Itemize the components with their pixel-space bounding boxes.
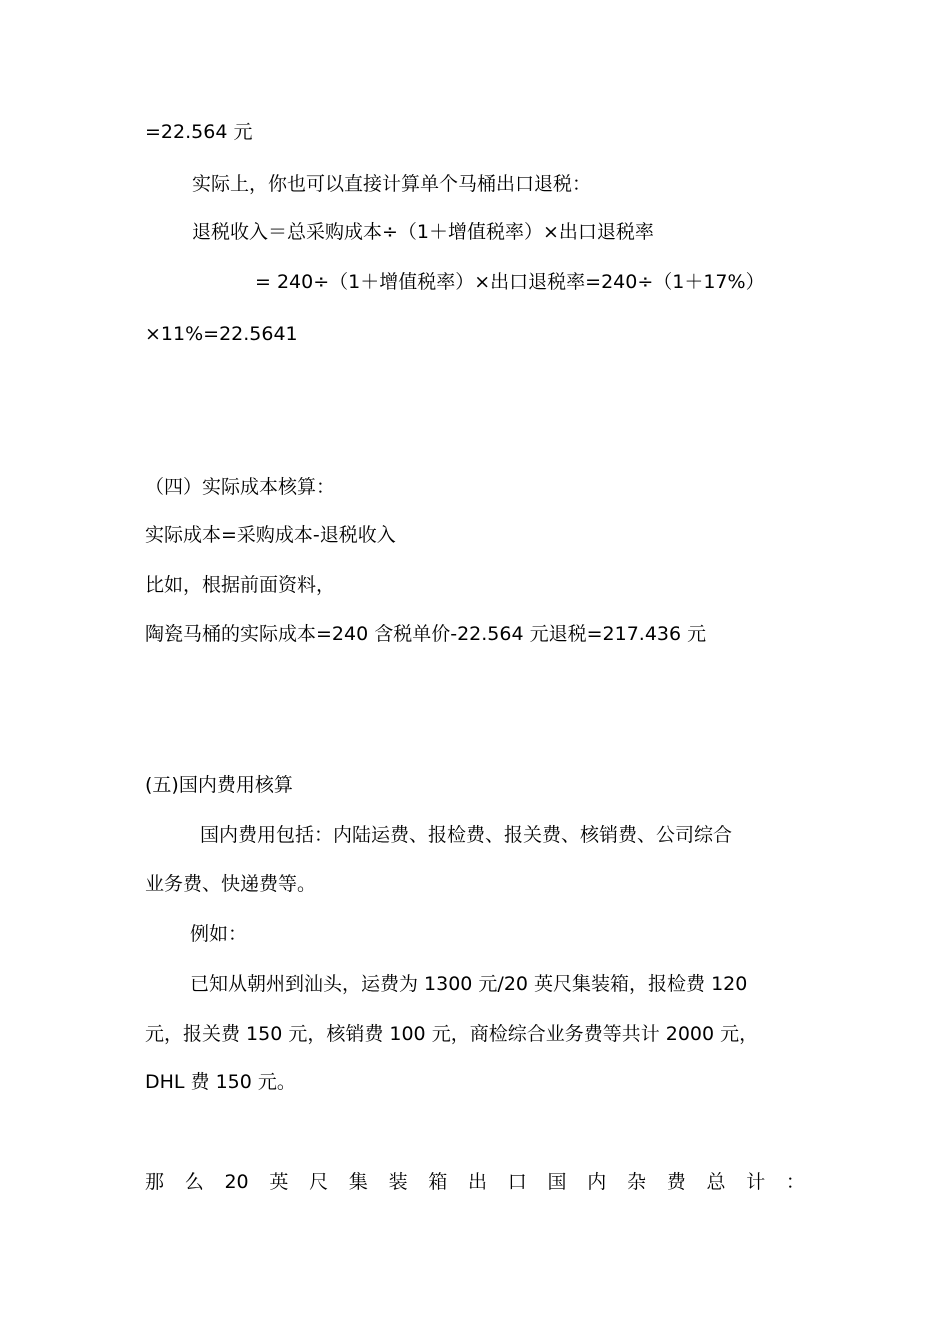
text-line: 业务费、快递费等。 — [145, 873, 317, 895]
text-char: 那 — [145, 1171, 165, 1193]
text-line: 实际成本=采购成本-退税收入 — [145, 524, 396, 546]
text-char: 20 — [224, 1171, 249, 1193]
text-char: 国 — [547, 1171, 567, 1193]
text-char: 口 — [507, 1171, 527, 1193]
text-line: 国内费用包括：内陆运费、报检费、报关费、核销费、公司综合 — [200, 824, 733, 846]
section-heading: (五)国内费用核算 — [145, 774, 293, 796]
text-line: 例如： — [190, 923, 248, 945]
text-line: 实际上，你也可以直接计算单个马桶出口退税： — [192, 173, 592, 195]
text-char: 总 — [706, 1171, 726, 1193]
text-line: = 240÷（1＋增值税率）×出口退税率=240÷（1＋17%） — [255, 271, 765, 293]
text-line: 比如，根据前面资料， — [145, 574, 336, 596]
text-char: 计 — [746, 1171, 766, 1193]
text-line: =22.564 元 — [145, 121, 253, 143]
text-char: 尺 — [309, 1171, 329, 1193]
text-char: 杂 — [626, 1171, 646, 1193]
text-line: 陶瓷马桶的实际成本=240 含税单价-22.564 元退税=217.436 元 — [145, 623, 707, 645]
text-char: 箱 — [428, 1171, 448, 1193]
section-heading: （四）实际成本核算： — [145, 476, 336, 498]
text-char: 出 — [468, 1171, 488, 1193]
text-char: ： — [785, 1171, 805, 1193]
text-char: 费 — [666, 1171, 686, 1193]
text-char: 英 — [269, 1171, 289, 1193]
text-line: 已知从朝州到汕头，运费为 1300 元/20 英尺集装箱，报检费 120 — [190, 973, 748, 995]
text-line: 退税收入＝总采购成本÷（1＋增值税率）×出口退税率 — [192, 221, 654, 243]
text-char: 装 — [388, 1171, 408, 1193]
text-line: 元，报关费 150 元，核销费 100 元，商检综合业务费等共计 2000 元， — [145, 1023, 759, 1045]
text-char: 么 — [184, 1171, 204, 1193]
text-char: 内 — [587, 1171, 607, 1193]
text-line: DHL 费 150 元。 — [145, 1071, 296, 1093]
text-char: 集 — [348, 1171, 368, 1193]
text-line: ×11%=22.5641 — [145, 323, 298, 345]
justified-text-line — [145, 1170, 805, 1194]
